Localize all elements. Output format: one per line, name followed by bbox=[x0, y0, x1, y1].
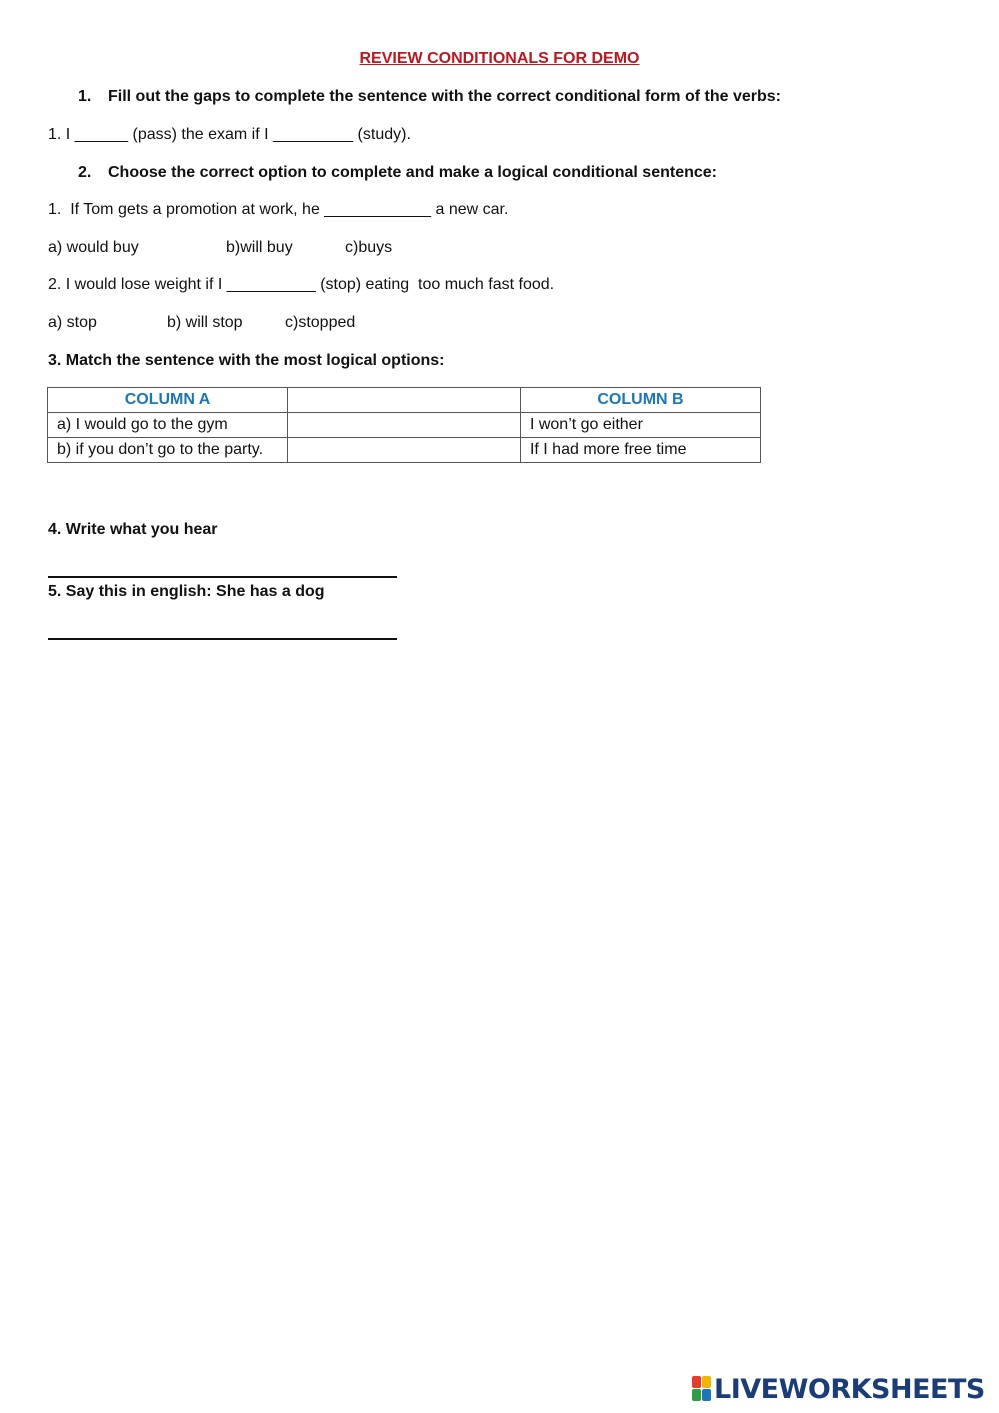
section-2-heading-text: Choose the correct option to complete and make a logical conditional sentence: bbox=[108, 164, 717, 181]
section-1-item-1[interactable]: 1. I ______ (pass) the exam if I _________ (study). bbox=[48, 126, 411, 143]
section-5-heading: 5. Say this in english: She has a dog bbox=[48, 583, 325, 600]
column-b-header: COLUMN B bbox=[520, 388, 760, 413]
match-drop-zone[interactable] bbox=[288, 413, 521, 438]
column-a-cell[interactable]: a) I would go to the gym bbox=[48, 413, 288, 438]
match-drop-zone-header bbox=[288, 388, 521, 413]
section-4-answer-line[interactable] bbox=[48, 576, 397, 578]
q1-option-c[interactable]: c)buys bbox=[345, 239, 393, 256]
q2-option-a[interactable]: a) stop bbox=[48, 314, 97, 331]
logo-text: LIVEWORKSHEETS bbox=[714, 1373, 985, 1405]
section-2-question-2[interactable]: 2. I would lose weight if I __________ (stop) eating too much fast food. bbox=[48, 276, 555, 293]
section-3-heading: 3. Match the sentence with the most logical options: bbox=[48, 352, 445, 369]
section-1-heading bbox=[78, 88, 781, 106]
matching-table bbox=[47, 387, 761, 463]
q1-option-b[interactable]: b)will buy bbox=[226, 239, 293, 256]
liveworksheets-logo bbox=[692, 1374, 985, 1404]
section-2-question-1[interactable]: 1. If Tom gets a promotion at work, he ____________ a new car. bbox=[48, 201, 509, 218]
column-a-header: COLUMN A bbox=[48, 388, 288, 413]
section-5-answer-line[interactable] bbox=[48, 638, 397, 640]
q2-option-b[interactable]: b) will stop bbox=[167, 314, 243, 331]
section-1-heading-text: Fill out the gaps to complete the sentence with the correct conditional form of the verbs: bbox=[108, 88, 781, 105]
column-b-cell[interactable]: If I had more free time bbox=[520, 438, 760, 463]
section-2-heading bbox=[78, 164, 717, 182]
q2-option-c[interactable]: c)stopped bbox=[285, 314, 356, 331]
column-a-cell[interactable]: b) if you don’t go to the party. bbox=[48, 438, 288, 463]
section-2-number: 2. bbox=[78, 164, 92, 181]
column-b-cell[interactable]: I won’t go either bbox=[520, 413, 760, 438]
section-4-heading: 4. Write what you hear bbox=[48, 521, 218, 538]
table-header-row bbox=[48, 388, 761, 413]
worksheet-title: REVIEW CONDITIONALS FOR DEMO bbox=[359, 50, 640, 67]
match-drop-zone[interactable] bbox=[288, 438, 521, 463]
section-1-number: 1. bbox=[78, 88, 92, 105]
logo-blocks-icon bbox=[692, 1376, 712, 1402]
table-row bbox=[48, 438, 761, 463]
q1-option-a[interactable]: a) would buy bbox=[48, 239, 139, 256]
table-row bbox=[48, 413, 761, 438]
